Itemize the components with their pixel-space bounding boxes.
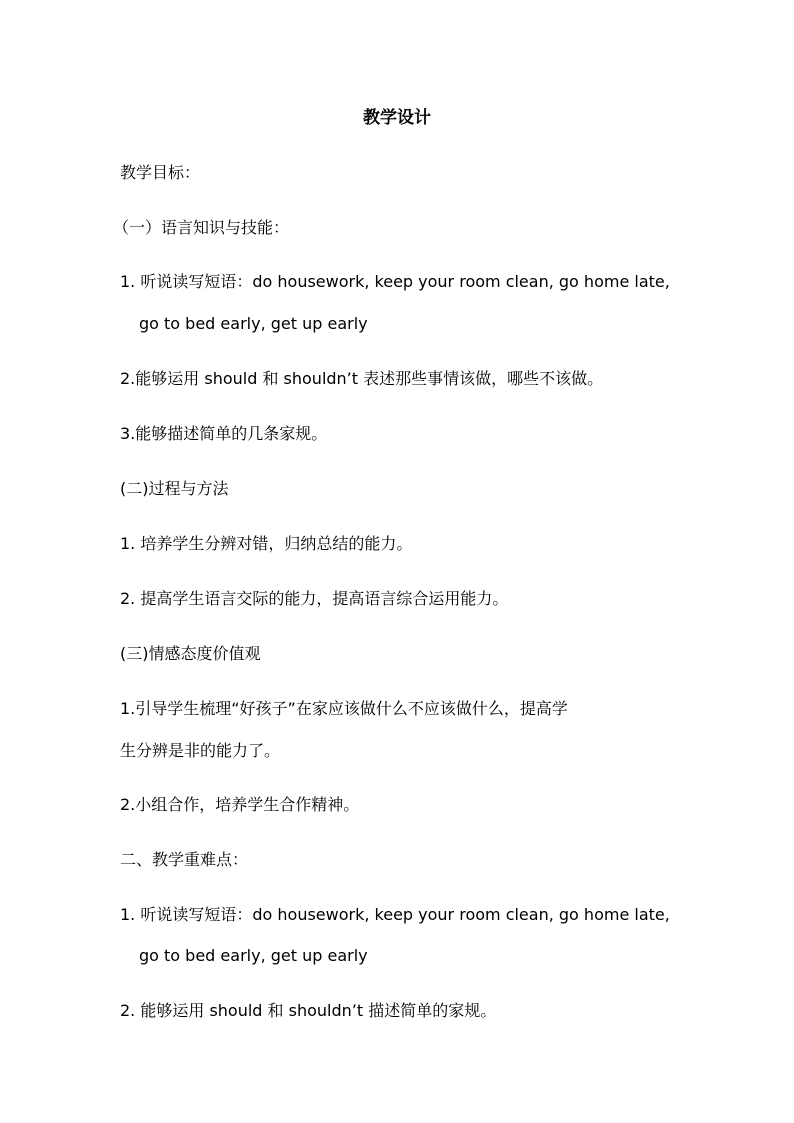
list-item-group-work: 2.小组合作，培养学生合作精神。: [120, 795, 360, 814]
list-item-key-phrases: 1. 听说读写短语：do housework, keep your room clean, go home late,: [120, 905, 670, 924]
list-item-communication: 2. 提高学生语言交际的能力，提高语言综合运用能力。: [120, 589, 509, 608]
document-title: 教学设计: [363, 108, 431, 128]
list-item-phrases-continued: go to bed early, get up early: [139, 314, 368, 333]
list-item-should: 2.能够运用 should 和 shouldn’t 表述那些事情该做，哪些不该做。: [120, 369, 604, 388]
section-heading-teaching-goals: 教学目标：: [120, 163, 201, 182]
list-item-phrases: 1. 听说读写短语：do housework, keep your room clean, go home late,: [120, 272, 670, 291]
subheading-process-method: (二)过程与方法: [120, 479, 229, 498]
list-item-good-child-continued: 生分辨是非的能力了。: [120, 741, 281, 760]
list-item-key-phrases-continued: go to bed early, get up early: [139, 946, 368, 965]
section-heading-key-points: 二、教学重难点：: [120, 850, 249, 869]
list-item-family-rules: 3.能够描述简单的几条家规。: [120, 424, 328, 443]
list-item-judgement: 1. 培养学生分辨对错，归纳总结的能力。: [120, 534, 413, 553]
list-item-key-should: 2. 能够运用 should 和 shouldn’t 描述简单的家规。: [120, 1001, 497, 1020]
subheading-emotion-values: (三)情感态度价值观: [120, 644, 261, 663]
list-item-good-child: 1.引导学生梳理“好孩子”在家应该做什么不应该做什么，提高学: [120, 699, 568, 718]
subheading-language-skills: （一）语言知识与技能：: [113, 218, 290, 237]
